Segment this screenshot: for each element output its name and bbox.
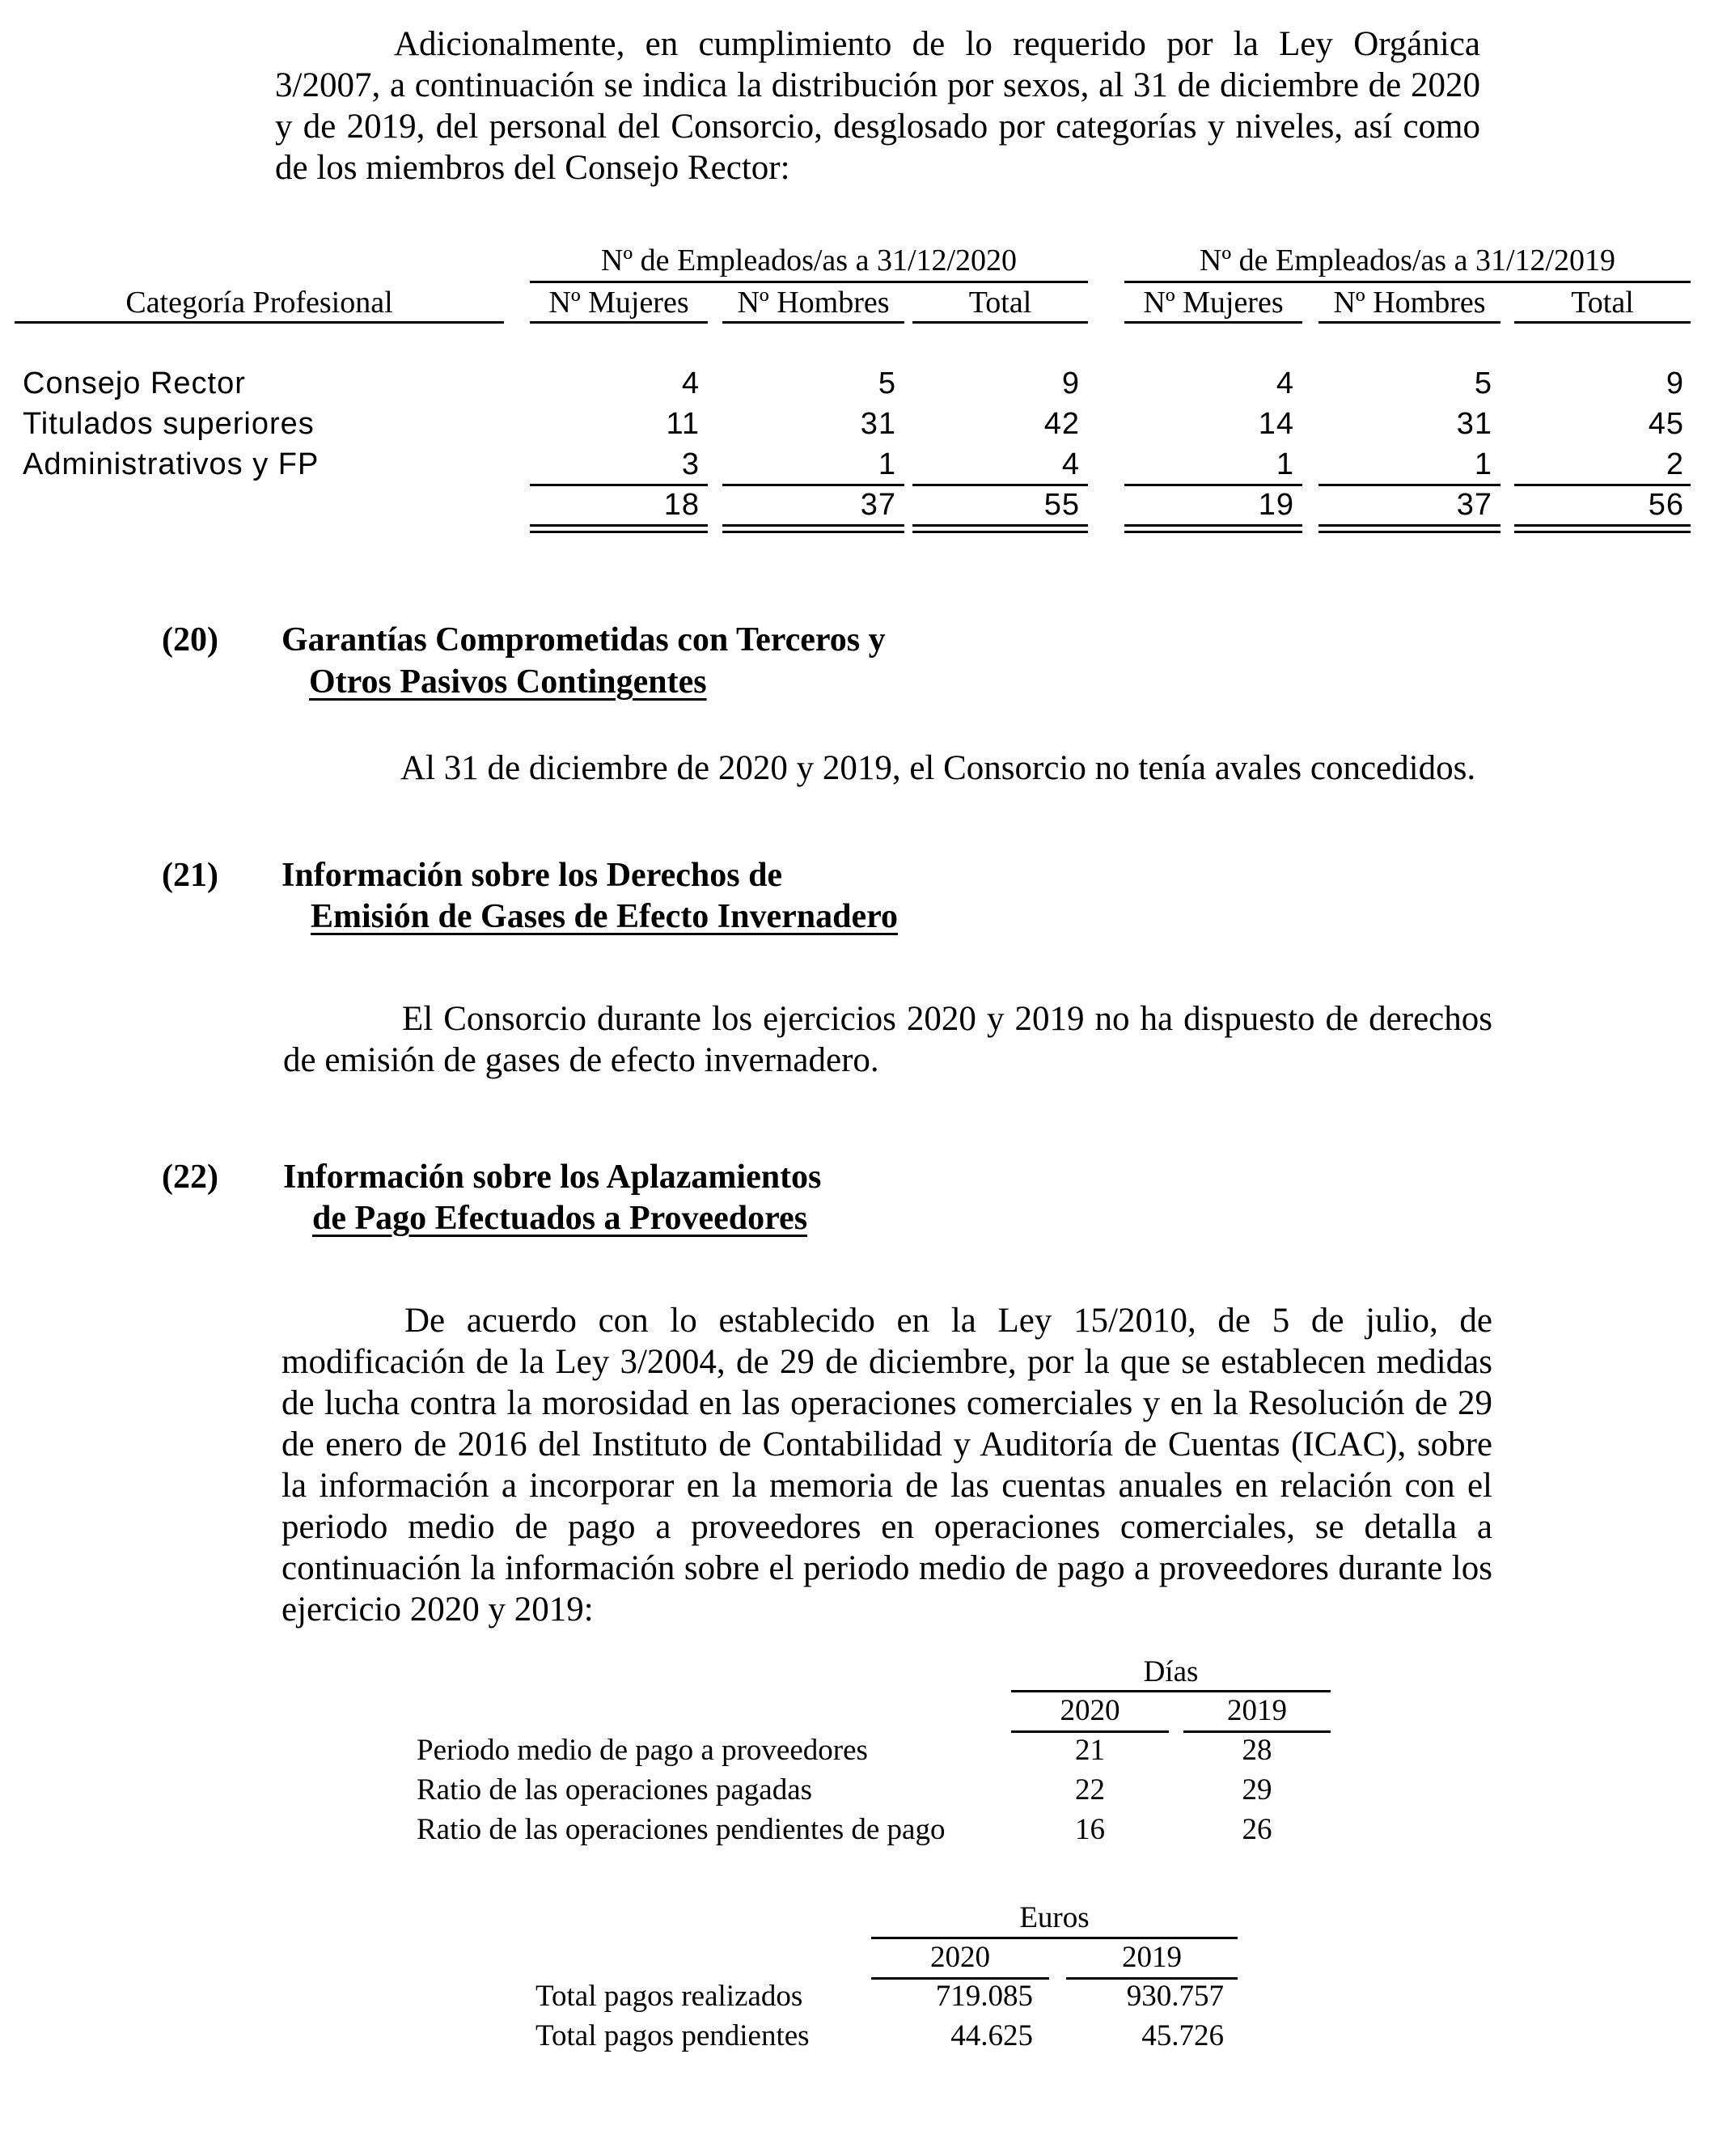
col-header-women-2019: Nº Mujeres xyxy=(1143,286,1284,320)
cell-total-2019: 2 xyxy=(1666,447,1684,481)
group-header-2019: Nº de Empleados/as a 31/12/2019 xyxy=(1199,244,1616,277)
days-year-2020: 2020 xyxy=(1060,1694,1120,1727)
days-row-2019: 28 xyxy=(1242,1734,1272,1767)
section-20-title-line1: Garantías Comprometidas con Terceros y xyxy=(281,621,886,659)
days-year-2019: 2019 xyxy=(1227,1694,1287,1727)
cell-men-2019: 1 xyxy=(1474,447,1492,481)
days-row-2019: 29 xyxy=(1242,1773,1272,1807)
days-row-2020: 16 xyxy=(1075,1813,1105,1846)
subtotal-rule-total-2019 xyxy=(1514,484,1691,486)
euros-year-2020: 2020 xyxy=(930,1941,990,1974)
total-total-2019: 56 xyxy=(1648,488,1684,522)
intro-paragraph-text: Adicionalmente, en cumplimiento de lo requerido por la Ley Orgánica 3/2007, a continuación se indica la distribución por sexos, al 31 de diciembre de 2020 y de 2019, del personal del Consorcio, desglosado por categorías y niveles, así como de los miembros del Consejo Rector: xyxy=(275,25,1480,187)
subtotal-rule-men-2020 xyxy=(722,484,904,486)
days-header: Días xyxy=(1143,1655,1199,1688)
header-rule-total-2019 xyxy=(1514,321,1691,324)
cell-total-2019: 9 xyxy=(1666,366,1684,400)
cell-total-2019: 45 xyxy=(1648,407,1684,441)
intro-paragraph xyxy=(275,23,1480,188)
col-header-category: Categoría Profesional xyxy=(125,286,393,320)
row-category: Consejo Rector xyxy=(23,366,246,400)
col-header-men-2020: Nº Hombres xyxy=(737,286,890,320)
cell-women-2020: 11 xyxy=(666,407,700,441)
section-20-title-line2: Otros Pasivos Contingentes xyxy=(309,663,707,701)
total-women-2020: 18 xyxy=(663,488,700,522)
section-22-number: (22) xyxy=(162,1158,218,1196)
section-22-paragraph xyxy=(281,1300,1492,1630)
days-row-2019: 26 xyxy=(1242,1813,1272,1846)
euros-header: Euros xyxy=(1019,1901,1090,1934)
cell-women-2020: 3 xyxy=(681,447,700,481)
double-rule-total-2019 xyxy=(1514,524,1691,533)
group-2020-rule xyxy=(530,281,1088,283)
section-22-title-line1: Información sobre los Aplazamientos xyxy=(283,1158,822,1196)
euros-row-label: Total pagos pendientes xyxy=(535,2019,810,2052)
cell-men-2020: 5 xyxy=(878,366,896,400)
cell-total-2020: 9 xyxy=(1061,366,1080,400)
subtotal-rule-men-2019 xyxy=(1318,484,1500,486)
double-rule-men-2020 xyxy=(722,524,904,533)
euros-year-2019: 2019 xyxy=(1122,1941,1182,1974)
days-row-label: Ratio de las operaciones pendientes de pago xyxy=(417,1813,946,1846)
section-21-paragraph xyxy=(283,998,1492,1081)
euros-row-2019: 930.757 xyxy=(1126,1980,1224,2013)
section-22-text: De acuerdo con lo establecido en la Ley 15/2010, de 5 de julio, de modificación de la Ley 3/2004, de 29 de diciembre, por la que se establecen medidas de lucha contra la morosidad en las operaciones comerciales y en la Resolución de 29 de enero de 2016 del Instituto de Contabilidad y Auditoría de Cuentas (ICAC), sobre la información a incorporar en la memoria de las cuentas anuales en relación con el periodo medio de pago a proveedores en operaciones comerciales, se detalla a continuación la información sobre el periodo medio de pago a proveedores durante los ejercicio 2020 y 2019: xyxy=(281,1302,1492,1629)
total-women-2019: 19 xyxy=(1258,488,1294,522)
group-header-2020: Nº de Empleados/as a 31/12/2020 xyxy=(600,244,1018,277)
col-header-total-2020: Total xyxy=(968,286,1032,320)
section-20-number: (20) xyxy=(162,621,218,659)
cell-men-2019: 5 xyxy=(1474,366,1492,400)
section-21-text: El Consorcio durante los ejercicios 2020 y 2019 no ha dispuesto de derechos de emisión de gases de efecto invernadero. xyxy=(283,1000,1492,1079)
col-header-total-2019: Total xyxy=(1571,286,1634,320)
double-rule-women-2019 xyxy=(1124,524,1302,533)
cell-men-2019: 31 xyxy=(1456,407,1492,441)
double-rule-women-2020 xyxy=(530,524,708,533)
days-row-2020: 21 xyxy=(1075,1734,1105,1767)
double-rule-men-2019 xyxy=(1318,524,1500,533)
total-men-2019: 37 xyxy=(1456,488,1492,522)
euros-row-label: Total pagos realizados xyxy=(535,1980,803,2013)
euros-row-2019: 45.726 xyxy=(1141,2019,1224,2052)
col-header-men-2019: Nº Hombres xyxy=(1333,286,1486,320)
euros-row-2020: 719.085 xyxy=(935,1980,1033,2013)
section-22-title-line2: de Pago Efectuados a Proveedores xyxy=(312,1200,808,1237)
header-rule-men-2019 xyxy=(1318,321,1500,324)
cell-men-2020: 31 xyxy=(860,407,896,441)
row-category: Administrativos y FP xyxy=(23,447,320,481)
cell-women-2019: 1 xyxy=(1276,447,1294,481)
days-header-rule xyxy=(1011,1690,1331,1692)
header-rule-total-2020 xyxy=(912,321,1088,324)
days-row-2020: 22 xyxy=(1075,1773,1105,1807)
header-rule-women-2019 xyxy=(1124,321,1302,324)
subtotal-rule-women-2020 xyxy=(530,484,708,486)
group-2019-rule xyxy=(1124,281,1691,283)
cell-women-2019: 4 xyxy=(1276,366,1294,400)
cell-total-2020: 42 xyxy=(1043,407,1080,441)
euros-header-rule xyxy=(871,1937,1238,1939)
section-21-title-line1: Información sobre los Derechos de xyxy=(281,857,783,894)
cell-total-2020: 4 xyxy=(1061,447,1080,481)
header-rule-women-2020 xyxy=(530,321,708,324)
euros-row-2020: 44.625 xyxy=(950,2019,1033,2052)
days-row-label: Periodo medio de pago a proveedores xyxy=(417,1734,868,1767)
header-rule-category xyxy=(15,321,504,324)
subtotal-rule-total-2020 xyxy=(912,484,1088,486)
total-men-2020: 37 xyxy=(860,488,896,522)
total-total-2020: 55 xyxy=(1043,488,1080,522)
double-rule-total-2020 xyxy=(912,524,1088,533)
days-row-label: Ratio de las operaciones pagadas xyxy=(417,1773,813,1807)
cell-women-2019: 14 xyxy=(1258,407,1294,441)
cell-men-2020: 1 xyxy=(878,447,896,481)
section-21-title-line2: Emisión de Gases de Efecto Invernadero xyxy=(311,898,899,935)
subtotal-rule-women-2019 xyxy=(1124,484,1302,486)
header-rule-men-2020 xyxy=(722,321,904,324)
section-20-text: Al 31 de diciembre de 2020 y 2019, el Consorcio no tenía avales concedidos. xyxy=(400,749,1476,787)
section-21-number: (21) xyxy=(162,857,218,894)
col-header-women-2020: Nº Mujeres xyxy=(548,286,689,320)
row-category: Titulados superiores xyxy=(23,407,315,441)
cell-women-2020: 4 xyxy=(681,366,700,400)
